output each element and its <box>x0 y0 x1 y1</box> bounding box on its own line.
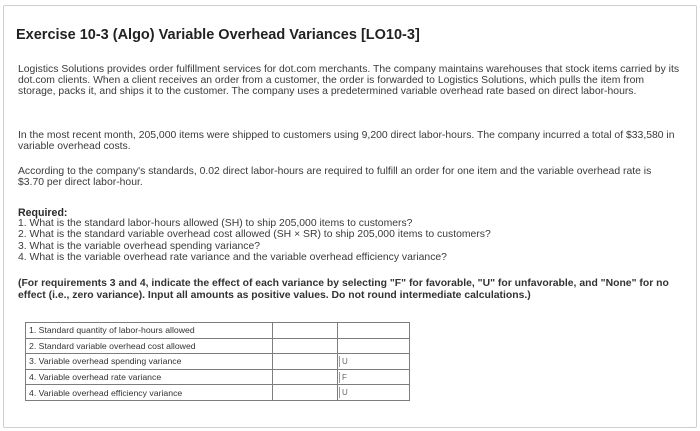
spending-variance-select[interactable] <box>338 354 410 370</box>
required-list <box>18 218 491 263</box>
spending-variance-input[interactable] <box>273 354 338 370</box>
table-row <box>26 323 410 339</box>
month-data-paragraph: In the most recent month, 205,000 items were shipped to customers using 9,200 direct labor-hours. The company incurred a total of $33,580 in variable overhead costs. <box>18 130 675 153</box>
row-label: 4. Variable overhead efficiency variance <box>26 385 273 401</box>
row-label: 3. Variable overhead spending variance <box>26 354 273 370</box>
row-label: 2. Standard variable overhead cost allowed <box>26 338 273 354</box>
effect-value: U <box>339 387 348 398</box>
rate-variance-input[interactable] <box>273 369 338 385</box>
intro-paragraph: Logistics Solutions provides order fulfillment services for dot.com merchants. The company maintains warehouses that stock items carried by its dot.com clients. When a client receives an order from a customer, the order is forwarded to Logistics Solutions, which pulls the item from storage, packs it, and ships it to the customer. The company uses a predetermined variable overhead rate based on direct labor-hours. <box>18 64 680 98</box>
efficiency-variance-input[interactable] <box>273 385 338 401</box>
table-row <box>26 354 410 370</box>
required-item: 4. What is the variable overhead rate variance and the variable overhead efficiency variance? <box>18 251 447 263</box>
standard-hours-input[interactable] <box>273 323 338 339</box>
standard-hours-effect-cell <box>338 323 410 339</box>
exercise-title: Exercise 10-3 (Algo) Variable Overhead Variances [LO10-3] <box>16 27 420 43</box>
effect-value: F <box>339 372 347 383</box>
rate-variance-select[interactable] <box>338 369 410 385</box>
instructions-note: (For requirements 3 and 4, indicate the effect of each variance by selecting "F" for favorable, "U" for unfavorable, and "None" for no effect (i.e., zero variance). Input all amounts as positive values. Do not round intermediate calculations.) <box>18 278 669 302</box>
required-item: 1. What is the standard labor-hours allowed (SH) to ship 205,000 items to customers? <box>18 218 413 229</box>
required-heading: Required: <box>18 207 68 219</box>
efficiency-variance-select[interactable] <box>338 385 410 401</box>
table-row <box>26 385 410 401</box>
effect-value: U <box>339 356 348 367</box>
row-label: 4. Variable overhead rate variance <box>26 369 273 385</box>
standards-paragraph: According to the company's standards, 0.02 direct labor-hours are required to fulfill an order for one item and the variable overhead rate is $3.70 per direct labor-hour. <box>18 166 652 189</box>
required-item: 2. What is the standard variable overhead cost allowed (SH × SR) to ship 205,000 items to customers? <box>18 229 491 241</box>
standard-cost-effect-cell <box>338 338 410 354</box>
required-item: 3. What is the variable overhead spending variance? <box>18 240 261 252</box>
table-row <box>26 369 410 385</box>
row-label: 1. Standard quantity of labor-hours allowed <box>26 323 273 339</box>
table-row <box>26 338 410 354</box>
standard-cost-input[interactable] <box>273 338 338 354</box>
answer-table <box>25 322 410 401</box>
